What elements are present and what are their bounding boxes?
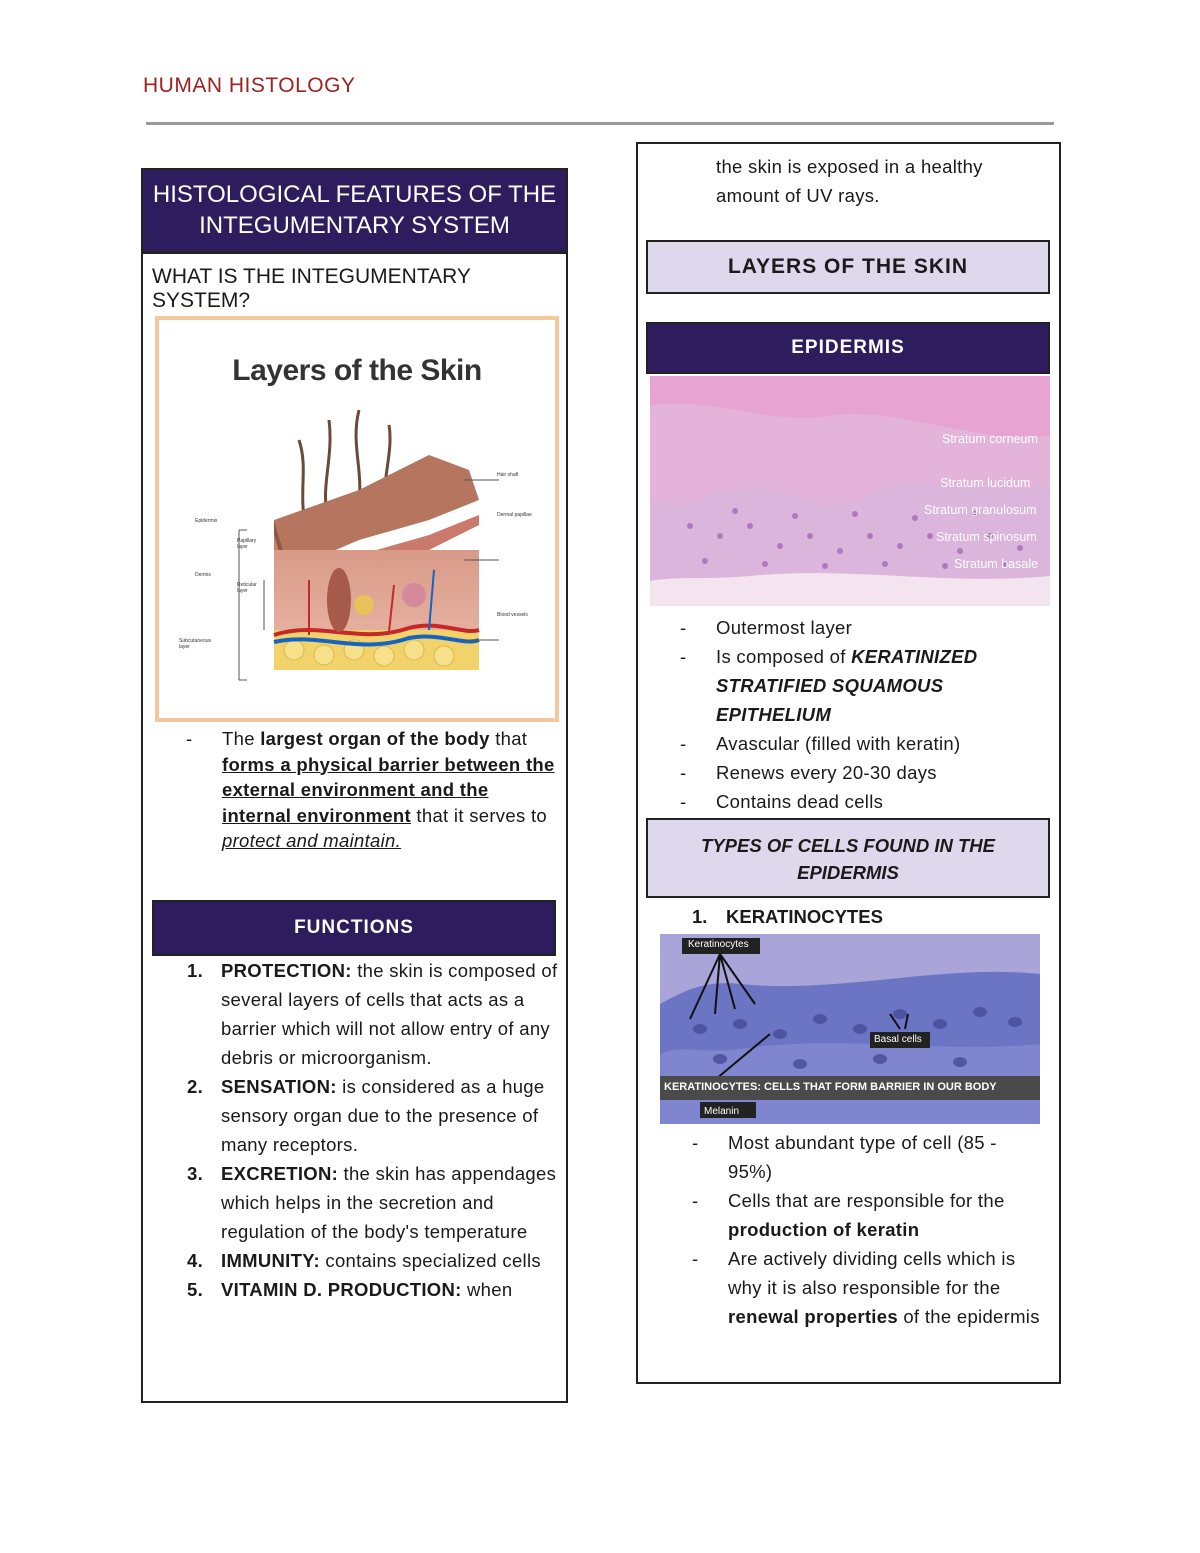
label-dermis: Dermis xyxy=(195,572,211,578)
keratinocytes-number: 1. xyxy=(692,906,708,927)
epidermis-header: EPIDERMIS xyxy=(646,322,1050,374)
kera-label-basal: Basal cells xyxy=(874,1034,922,1045)
page-header: HUMAN HISTOLOGY xyxy=(143,74,356,97)
header-rule xyxy=(146,122,1054,125)
function-item: 5. VITAMIN D. PRODUCTION: when xyxy=(187,1279,513,1300)
label-reticular: Reticular layer xyxy=(237,582,257,594)
label-papillary: Papillary layer xyxy=(237,538,257,550)
left-column xyxy=(141,168,568,1403)
micro-label-spinosum: Stratum spinosum xyxy=(936,530,1037,544)
function-item: 1. PROTECTION: the skin is composed of several layers of cells that acts as a barrier which will not allow entry of any debris or microorganism. xyxy=(187,960,558,1068)
label-dermal-papilla: Dermal papillae xyxy=(497,512,532,518)
micro-label-lucidum: Stratum lucidum xyxy=(940,476,1031,490)
skin-layers-illustration xyxy=(179,400,539,700)
micro-label-corneum: Stratum corneum xyxy=(942,432,1038,446)
continued-text: the skin is exposed in a healthy amount of UV rays. xyxy=(716,156,983,206)
kera-caption: KERATINOCYTES: CELLS THAT FORM BARRIER IN OUR BODY xyxy=(664,1081,997,1093)
keratinocytes-bullets: - Most abundant type of cell (85 - 95%) - Cells that are responsible for the production of keratin - Are actively dividing cells which is why it is also responsible for the renewal properties of the epidermis xyxy=(692,1128,1046,1331)
layers-header: LAYERS OF THE SKIN xyxy=(646,240,1050,294)
epidermis-micrograph xyxy=(650,376,1050,606)
label-subcutaneous: Subcutaneous layer xyxy=(179,638,211,650)
right-column xyxy=(636,142,1061,1384)
figure-title: Layers of the Skin xyxy=(232,354,482,387)
functions-list xyxy=(187,956,559,1304)
label-epidermis: Epidermis xyxy=(195,518,218,524)
barrier-text: forms a physical barrier between the external environment and the internal environment xyxy=(222,753,555,826)
definition-paragraph: - The largest organ of the body that forms a physical barrier between the external environment and the internal environment that it serves to protect and maintain. xyxy=(186,726,556,854)
main-title: HISTOLOGICAL FEATURES OF THE INTEGUMENTARY SYSTEM xyxy=(143,170,566,254)
label-hair-shaft: Hair shaft xyxy=(497,472,519,478)
function-item: 4. IMMUNITY: contains specialized cells xyxy=(187,1250,541,1271)
label-blood-vessels: Blood vessels xyxy=(497,612,528,618)
skin-diagram-figure xyxy=(155,316,559,722)
keratinocytes-title: KERATINOCYTES xyxy=(726,906,883,927)
cell-types-header: TYPES OF CELLS FOUND IN THE EPIDERMIS xyxy=(646,818,1050,898)
largest-organ-text: largest organ of the body xyxy=(260,728,490,749)
protect-text: protect and maintain. xyxy=(222,830,402,851)
keratinocytes-micrograph xyxy=(660,934,1040,1124)
micro-label-granulosum: Stratum granulosum xyxy=(924,503,1037,517)
intro-question: WHAT IS THE INTEGUMENTARY SYSTEM? xyxy=(152,265,471,312)
kera-label-keratinocytes: Keratinocytes xyxy=(688,939,749,950)
function-item: 2. SENSATION: is considered as a huge sensory organ due to the presence of many receptors. xyxy=(187,1076,545,1155)
epidermis-bullets: - Outermost layer - Is composed of KERATINIZED STRATIFIED SQUAMOUS EPITHELIUM - Avascular (filled with keratin) - Renews every 20-30 days - Contains dead cells xyxy=(680,613,1055,816)
kera-label-melanin: Melanin xyxy=(704,1106,740,1117)
micro-label-basale: Stratum basale xyxy=(954,557,1039,571)
functions-header: FUNCTIONS xyxy=(152,900,556,956)
function-item: 3. EXCRETION: the skin has appendages which helps in the secretion and regulation of the body's temperature xyxy=(187,1163,557,1242)
